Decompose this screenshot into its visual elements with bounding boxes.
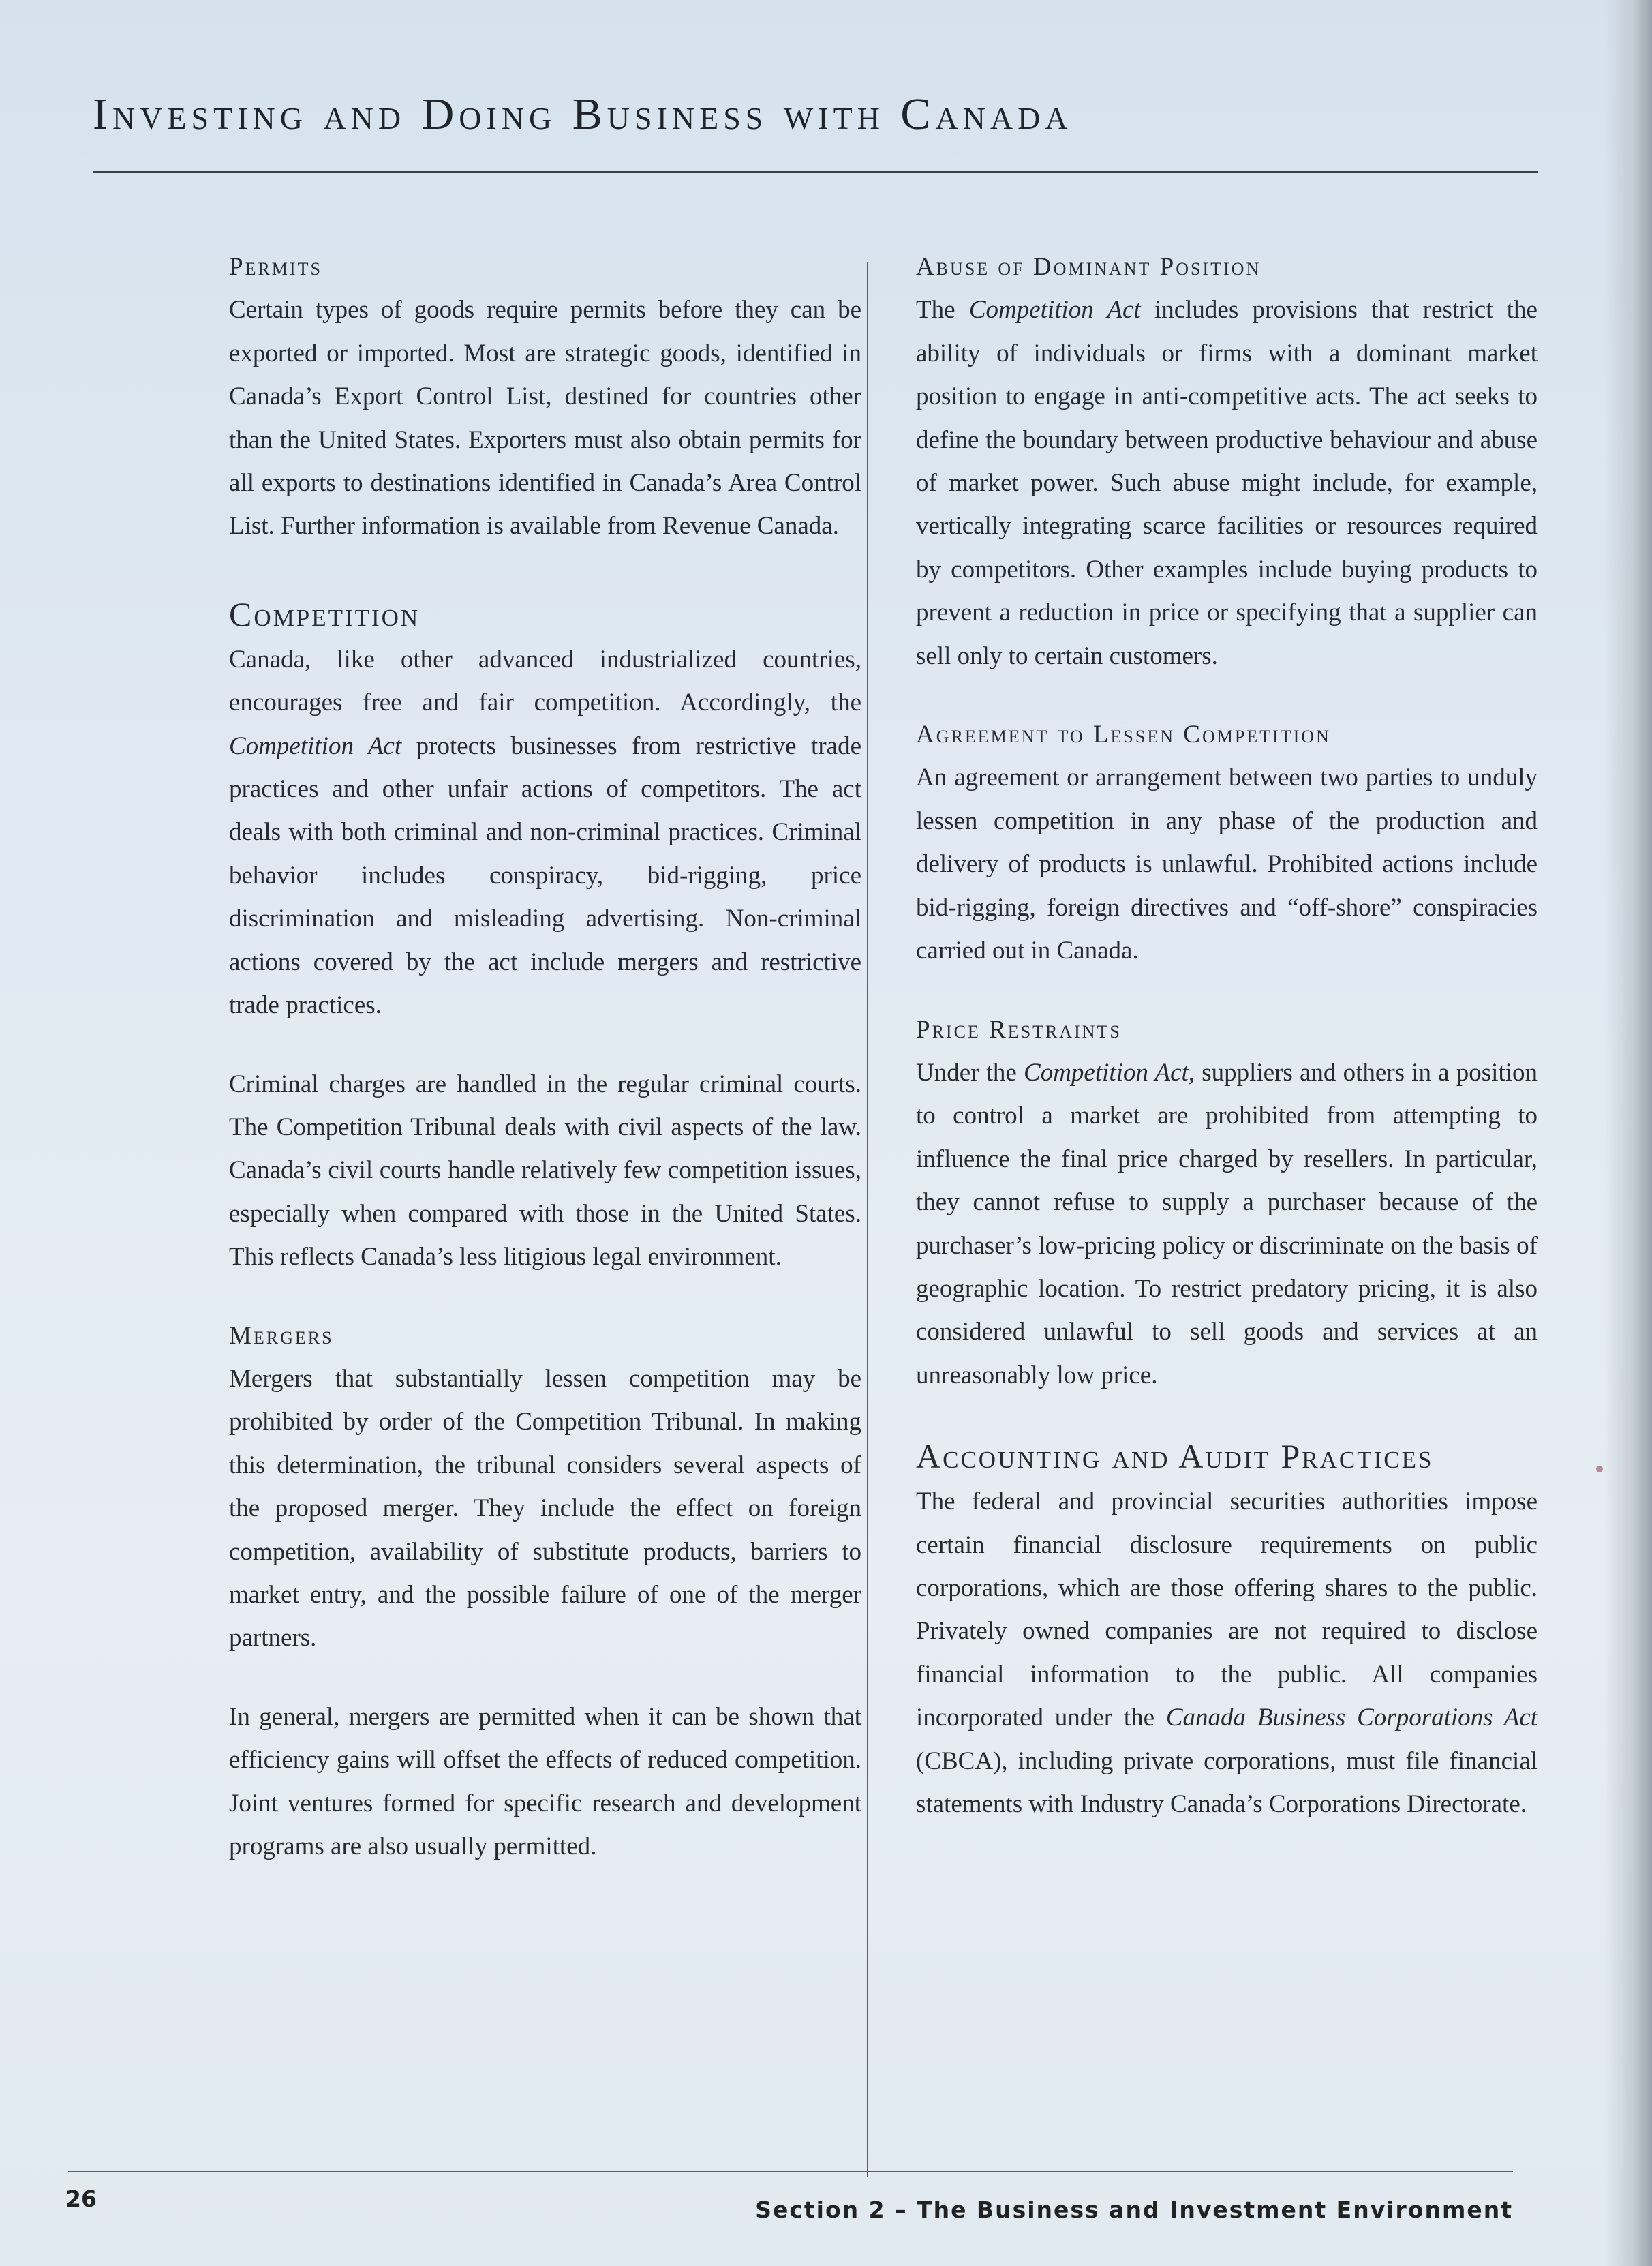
footer-rule [68,2171,1513,2172]
heading-agreement-to-lessen-competition: Agreement to Lessen Competition [916,721,1331,749]
italic-competition-act: Competition Act [229,731,402,760]
running-header-title: Investing and Doing Business with Canada [93,89,1073,139]
heading-accounting-and-audit-practices: Accounting and Audit Practices [916,1437,1434,1476]
heading-permits: Permits [229,253,322,281]
column-divider [867,262,868,2177]
heading-abuse-of-dominant-position: Abuse of Dominant Position [916,253,1261,281]
paragraph-agreement: An agreement or arrangement between two parties to unduly lessen competition in any phase of the production and delivery of products is unlawful. Prohibited actions include bid-rigging, foreign directives and “off-shore” conspiracies carried out in Canada. [916,764,1538,965]
paragraph-abuse: The Competition Act includes provisions that restrict the ability of individuals or firms with a dominant market position to engage in anti-competitive acts. The act seeks to define the boundary between productive behaviour and abuse of market power. Such abuse might include, for example, vertically integrating scarce facilities or resources required by competitors. Other examples include buying products to prevent a reduction in price or specifying that a supplier can sell only to certain customers. [916,296,1538,670]
paragraph-price-restraints: Under the Competition Act, suppliers and others in a position to control a market are prohibited from attempting to influence the final price charged by resellers. In particular, they cannot refuse to supply a purchaser because of the purchaser’s low-pricing policy or discriminate on the basis of geographic location. To restrict predatory pricing, it is also considered unlawful to sell goods and services at an unreasonably low price. [916,1058,1538,1389]
paragraph-accounting: The federal and provincial securities authorities impose certain financial disclosure requirements on public corporations, which are those offering shares to the public. Privately owned companies are not required to disclose financial information to the public. All companies incorporated under the Canada Business Corporations Act (CBCA), including private corporations, must file financial statements with Industry Canada’s Corporations Directorate. [916,1487,1538,1818]
heading-mergers: Mergers [229,1321,334,1350]
paragraph-permits: Certain types of goods require permits before they can be exported or imported. Most are strategic goods, identified in Canada’s Export Control List, destined for countries other than the United States. Exporters must also obtain permits for all exports to destinations identified in Canada’s Area Control List. Further information is available from Revenue Canada. [229,296,861,541]
heading-price-restraints: Price Restraints [916,1015,1122,1044]
italic-cbca: Canada Business Corporations Act [1165,1704,1538,1732]
paragraph-mergers-1: Mergers that substantially lessen competition may be prohibited by order of the Competition Tribunal. In making this determination, the tribunal considers several aspects of the proposed merger. They include the effect on foreign competition, availability of substitute products, barriers to market entry, and the possible failure of one of the merger partners. [229,1364,861,1652]
paragraph-competition-2: Criminal charges are handled in the regular criminal courts. The Competition Tribunal deals with civil aspects of the law. Canada’s civil courts handle relatively few competition issues, especially when compared with those in the United States. This reflects Canada’s less litigious legal environment. [229,1070,861,1271]
left-column [229,245,861,2127]
heading-competition: Competition [229,594,420,633]
italic-competition-act: Competition Act, [1024,1058,1195,1087]
italic-competition-act: Competition Act [968,296,1141,324]
right-column [916,245,1538,2127]
header-rule [93,171,1538,173]
page-number: 26 [65,2186,97,2212]
paragraph-competition-1: Canada, like other advanced industrialized countries, encourages free and fair competition. Accordingly, the Competition Act protects businesses from restrictive trade practices and other unfair actions of competitors. The act deals with both criminal and non-criminal practices. Criminal behavior includes conspiracy, bid-rigging, price discrimination and misleading advertising. Non-criminal actions covered by the act include mergers and restrictive trade practices. [229,645,861,1020]
page-edge-shadow [1604,0,1652,2266]
paragraph-mergers-2: In general, mergers are permitted when it can be shown that efficiency gains will offset the effects of reduced competition. Joint ventures formed for specific research and development programs are also usually permitted. [229,1702,861,1860]
footer-section-title: Section 2 – The Business and Investment Environment [755,2196,1513,2223]
margin-dot [1596,1466,1603,1472]
